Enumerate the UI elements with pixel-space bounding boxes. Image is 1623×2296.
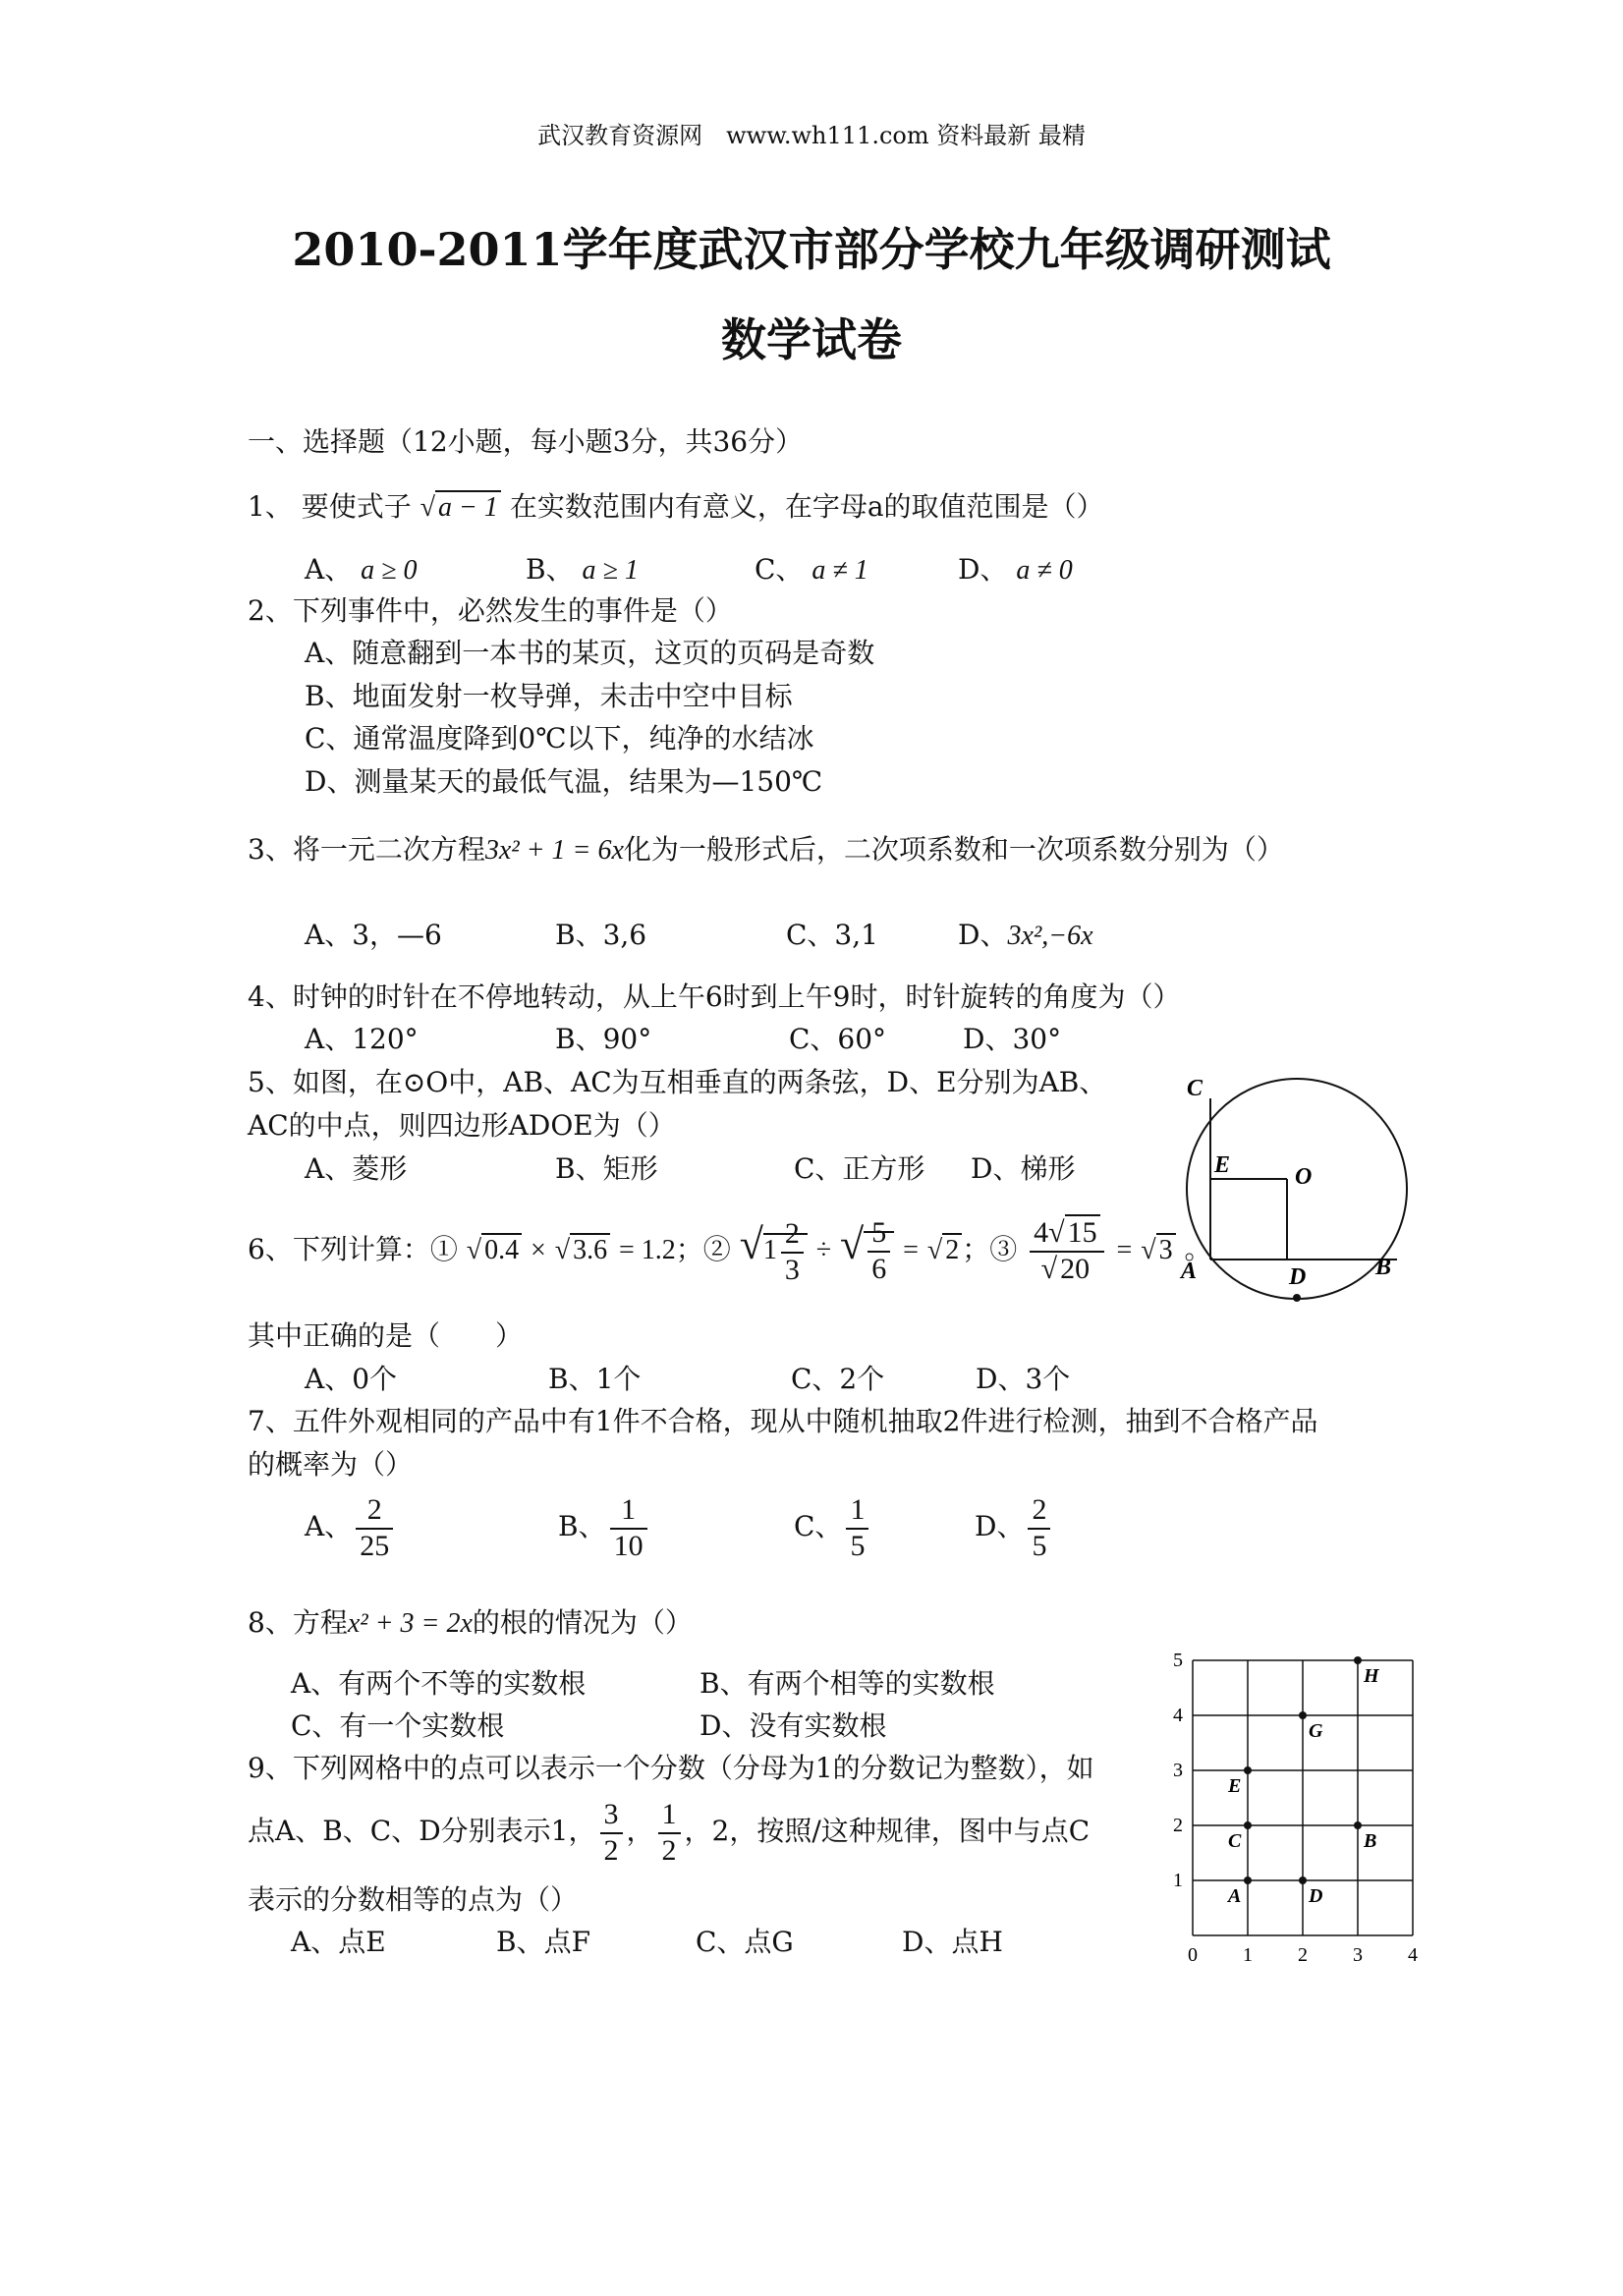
- grid-label-g: G: [1309, 1720, 1323, 1742]
- q3-option-b: B、3,6: [555, 919, 647, 951]
- question-7-line2: 的概率为（）: [248, 1448, 414, 1481]
- grid-label-a: A: [1228, 1885, 1242, 1907]
- grid-label-c: C: [1228, 1830, 1242, 1852]
- grid-point-a: [1244, 1876, 1252, 1884]
- q2-option-a: A、随意翻到一本书的某页，这页的页码是奇数: [305, 637, 875, 669]
- q6-option-b: B、1个: [548, 1363, 642, 1395]
- question-7-line1: 7、五件外观相同的产品中有1件不合格，现从中随机抽取2件进行检测，抽到不合格产品: [248, 1405, 1318, 1437]
- q6-option-c: C、2个: [791, 1363, 885, 1395]
- grid-label-e: E: [1228, 1775, 1242, 1797]
- q9-option-d: D、点H: [902, 1926, 1003, 1958]
- q6-option-a: A、0个: [305, 1363, 398, 1395]
- q8-option-d: D、没有实数根: [700, 1709, 887, 1742]
- y-tick-label: 1: [1173, 1870, 1183, 1891]
- grid-point-e: [1244, 1766, 1252, 1774]
- q1-option-a: A、 a ≥ 0: [305, 553, 418, 586]
- grid-label-h: H: [1364, 1665, 1379, 1687]
- question-5-line2: AC的中点，则四边形ADOE为（）: [248, 1109, 676, 1142]
- q5-option-a: A、菱形: [305, 1152, 408, 1185]
- question-5-line1: 5、如图，在⊙O中，AB、AC为互相垂直的两条弦，D、E分别为AB、: [248, 1066, 1107, 1098]
- q8-option-b: B、有两个相等的实数根: [700, 1667, 995, 1700]
- label-d: D: [1289, 1264, 1307, 1290]
- q2-option-c: C、通常温度降到0℃以下，纯净的水结冰: [305, 722, 814, 755]
- grid-label-b: B: [1364, 1830, 1377, 1852]
- section-heading: 一、选择题（12小题，每小题3分，共36分）: [248, 425, 804, 458]
- question-8: 8、方程x² + 3 = 2x的根的情况为（）: [248, 1606, 693, 1639]
- q9-option-a: A、点E: [291, 1926, 386, 1958]
- page-subtitle: 数学试卷: [721, 313, 902, 366]
- label-b: B: [1375, 1255, 1392, 1280]
- q7-option-a: A、 $\frac{2}{25}$: [305, 1493, 397, 1563]
- q5-option-d: D、梯形: [971, 1152, 1076, 1185]
- grid-point-c: [1244, 1821, 1252, 1829]
- question-4: 4、时钟的时针在不停地转动，从上午6时到上午9时，时针旋转的角度为（）: [248, 980, 1181, 1013]
- q2-option-b: B、地面发射一枚导弹，未击中空中目标: [305, 680, 793, 712]
- grid-figure: [1169, 1621, 1434, 1965]
- question-9-line3: 表示的分数相等的点为（）: [248, 1883, 579, 1916]
- q9-option-b: B、点F: [496, 1926, 591, 1958]
- x-tick-label: 1: [1243, 1944, 1253, 1965]
- q1-option-d: D、 a ≠ 0: [958, 553, 1073, 586]
- sqrt-expression: √ a − 1: [420, 490, 501, 523]
- q5-option-b: B、矩形: [555, 1152, 658, 1185]
- label-a: A: [1181, 1259, 1198, 1284]
- question-2: 2、下列事件中，必然发生的事件是（）: [248, 594, 733, 627]
- grid-point-b: [1354, 1821, 1362, 1829]
- x-tick-label: 2: [1298, 1944, 1308, 1965]
- page-title: 2010-2011学年度武汉市部分学校九年级调研测试: [292, 223, 1331, 276]
- x-tick-label: 3: [1353, 1944, 1363, 1965]
- q7-option-c: C、 $\frac{1}{5}$: [794, 1493, 872, 1563]
- q8-option-c: C、有一个实数根: [291, 1709, 505, 1742]
- question-3: 3、将一元二次方程3x² + 1 = 6x化为一般形式后，二次项系数和一次项系数分别为（）: [248, 833, 1284, 866]
- q2-option-d: D、测量某天的最低气温，结果为—150℃: [305, 765, 823, 798]
- q4-option-d: D、30°: [963, 1023, 1062, 1055]
- q4-option-a: A、120°: [305, 1023, 419, 1055]
- question-text: 在实数范围内有意义，在字母a的取值范围是（）: [509, 490, 1104, 523]
- x-tick-label: 0: [1188, 1944, 1198, 1965]
- q9-option-c: C、点G: [696, 1926, 794, 1958]
- label-e: E: [1214, 1152, 1231, 1178]
- question-9-line2: 点A、B、C、D分别表示1， $\frac{3}{2}$ ， $\frac{1}{2}$ ，2，按照/这种规律，图中与点C: [248, 1798, 1091, 1867]
- y-tick-label: 3: [1173, 1760, 1183, 1781]
- question-9-line1: 9、下列网格中的点可以表示一个分数（分母为1的分数记为整数），如: [248, 1752, 1094, 1784]
- grid-label-d: D: [1309, 1885, 1323, 1907]
- q8-option-a: A、有两个不等的实数根: [291, 1667, 587, 1700]
- q1-option-b: B、 a ≥ 1: [526, 553, 639, 586]
- q4-option-c: C、60°: [789, 1023, 887, 1055]
- y-tick-label: 2: [1173, 1815, 1183, 1836]
- q3-option-c: C、3,1: [786, 919, 878, 951]
- question-1: [248, 485, 1104, 525]
- point-marker: [1293, 1294, 1301, 1302]
- q7-option-d: D、 $\frac{2}{5}$: [975, 1493, 1054, 1563]
- y-tick-label: 4: [1173, 1705, 1183, 1726]
- grid-point-d: [1299, 1876, 1307, 1884]
- x-tick-label: 4: [1408, 1944, 1418, 1965]
- y-tick-label: 5: [1173, 1650, 1183, 1671]
- q5-option-c: C、正方形: [794, 1152, 925, 1185]
- site-header: 武汉教育资源网 www.wh111.com 资料最新 最精: [537, 122, 1086, 149]
- label-c: C: [1187, 1076, 1203, 1101]
- q3-option-a: A、3，—6: [305, 919, 442, 951]
- label-o: O: [1295, 1164, 1313, 1190]
- question-text: 要使式子: [292, 490, 412, 523]
- equation: 3x² + 1 = 6x: [484, 835, 624, 866]
- grid-point-h: [1354, 1656, 1362, 1664]
- question-number: 1、: [248, 490, 293, 523]
- q7-option-b: B、 $\frac{1}{10}$: [558, 1493, 651, 1563]
- grid-point-g: [1299, 1711, 1307, 1719]
- q4-option-b: B、90°: [555, 1023, 652, 1055]
- question-6: 6、下列计算：① √ 0.4 × √ 3.6 = 1.2；② √1 $\frac{2}{3}$ ÷ √ $\frac{5}{6}$ = √ 2 ；③ $\frac{4√ 15}{√ 20}$ = √ 3 。: [248, 1216, 1212, 1286]
- q6-option-d: D、3个: [976, 1363, 1071, 1395]
- question-6-line2: 其中正确的是（ ）: [248, 1319, 524, 1352]
- q1-option-c: C、 a ≠ 1: [755, 553, 868, 586]
- q3-option-d: D、3x²,−6x: [958, 919, 1093, 951]
- equation: x² + 3 = 2x: [347, 1608, 473, 1639]
